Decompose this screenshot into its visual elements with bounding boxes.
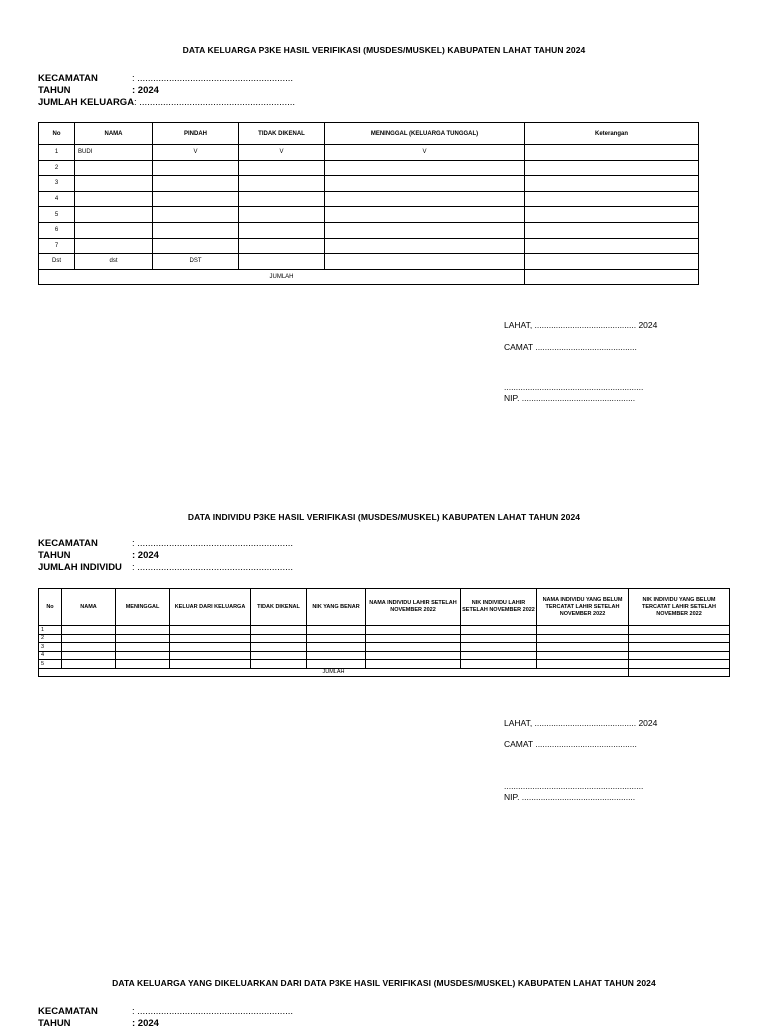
meta-label: JUMLAH KELUARGA xyxy=(38,97,135,108)
cell-no: 7 xyxy=(39,238,75,254)
cell xyxy=(170,643,251,652)
cell-nama xyxy=(75,160,153,176)
cell xyxy=(62,626,116,635)
header-keterangan: Keterangan xyxy=(525,123,699,145)
section1-title: DATA KELUARGA P3KE HASIL VERIFIKASI (MUSDES/MUSKEL) KABUPATEN LAHAT TAHUN 2024 xyxy=(182,45,586,55)
cell xyxy=(307,634,366,643)
header-no: No xyxy=(39,123,75,145)
cell xyxy=(629,634,730,643)
header-meninggal: MENINGGAL (KELUARGA TUNGGAL) xyxy=(325,123,525,145)
cell-no: 1 xyxy=(39,145,75,161)
cell-pindah xyxy=(153,207,239,223)
cell-tidak-dikenal xyxy=(239,207,325,223)
sign-place-date: LAHAT, ........................................... 2024 xyxy=(504,320,658,330)
cell xyxy=(251,660,307,669)
cell-meninggal xyxy=(325,160,525,176)
cell-pindah xyxy=(153,222,239,238)
cell xyxy=(62,660,116,669)
cell xyxy=(629,643,730,652)
sign-camat: CAMAT ........................................... xyxy=(504,342,637,352)
cell-meninggal xyxy=(325,254,525,270)
cell xyxy=(461,651,537,660)
cell-pindah xyxy=(153,160,239,176)
table-row xyxy=(39,238,699,254)
individual-table xyxy=(38,588,730,677)
cell xyxy=(116,651,170,660)
sign-place-date: LAHAT, ........................................... 2024 xyxy=(504,718,658,728)
header-nama-belum-tercatat: NAMA INDIVIDU YANG BELUM TERCATAT LAHIR SETELAH NOVEMBER 2022 xyxy=(537,589,629,626)
header-meninggal: MENINGGAL xyxy=(116,589,170,626)
cell xyxy=(62,651,116,660)
table-row xyxy=(39,222,699,238)
cell-no: 6 xyxy=(39,222,75,238)
cell xyxy=(366,626,461,635)
cell-keterangan xyxy=(525,160,699,176)
cell-nama xyxy=(75,176,153,192)
cell-pindah xyxy=(153,191,239,207)
section3-title: DATA KELUARGA YANG DIKELUARKAN DARI DATA P3KE HASIL VERIFIKASI (MUSDES/MUSKEL) KABUPATEN LAHAT TAHUN 2024 xyxy=(112,978,656,988)
cell-no: 3 xyxy=(39,176,75,192)
header-tidak-dikenal: TIDAK DIKENAL xyxy=(251,589,307,626)
cell-tidak-dikenal xyxy=(239,191,325,207)
table-row xyxy=(39,145,699,161)
header-nik-lahir: NIK INDIVIDU LAHIR SETELAH NOVEMBER 2022 xyxy=(461,589,537,626)
meta-label: KECAMATAN xyxy=(38,73,98,84)
meta-value: : ........................................................... xyxy=(132,73,294,84)
cell-nama xyxy=(75,207,153,223)
meta-label: TAHUN xyxy=(38,85,71,96)
family-table xyxy=(38,122,699,285)
cell xyxy=(170,660,251,669)
header-nik-belum-tercatat: NIK INDIVIDU YANG BELUM TERCATAT LAHIR SETELAH NOVEMBER 2022 xyxy=(629,589,730,626)
cell-no: 4 xyxy=(39,651,62,660)
header-nama: NAMA xyxy=(62,589,116,626)
cell-no: 4 xyxy=(39,191,75,207)
table-row xyxy=(39,660,730,669)
cell xyxy=(62,634,116,643)
table-row xyxy=(39,651,730,660)
table-row xyxy=(39,626,730,635)
header-keluar-dari-keluarga: KELUAR DARI KELUARGA xyxy=(170,589,251,626)
cell-nama: dst xyxy=(75,254,153,270)
cell-meninggal xyxy=(325,207,525,223)
cell-pindah xyxy=(153,176,239,192)
cell-no: 5 xyxy=(39,207,75,223)
cell xyxy=(251,651,307,660)
sign-name-line: ........................................................... xyxy=(504,781,644,791)
header-tidak-dikenal: TIDAK DIKENAL xyxy=(239,123,325,145)
cell xyxy=(116,626,170,635)
cell-no: 3 xyxy=(39,643,62,652)
cell-nama xyxy=(75,238,153,254)
cell xyxy=(116,660,170,669)
cell xyxy=(62,643,116,652)
cell-tidak-dikenal xyxy=(239,238,325,254)
header-no: No xyxy=(39,589,62,626)
cell-pindah: V xyxy=(153,145,239,161)
cell-tidak-dikenal xyxy=(239,222,325,238)
table-row xyxy=(39,191,699,207)
total-value xyxy=(525,269,699,285)
meta-label: KECAMATAN xyxy=(38,1006,98,1017)
header-nama-lahir: NAMA INDIVIDU LAHIR SETELAH NOVEMBER 2022 xyxy=(366,589,461,626)
cell xyxy=(537,660,629,669)
total-label: JUMLAH xyxy=(39,269,525,285)
cell xyxy=(629,651,730,660)
cell xyxy=(307,643,366,652)
meta-value: : ........................................................... xyxy=(132,538,294,549)
cell-keterangan xyxy=(525,222,699,238)
cell xyxy=(366,660,461,669)
cell xyxy=(116,634,170,643)
cell-pindah: DST xyxy=(153,254,239,270)
cell xyxy=(251,634,307,643)
cell-meninggal xyxy=(325,176,525,192)
table-total-row xyxy=(39,269,699,285)
meta-label: KECAMATAN xyxy=(38,538,98,549)
total-label: JUMLAH xyxy=(39,668,629,677)
cell xyxy=(537,643,629,652)
cell xyxy=(629,660,730,669)
meta-value: : 2024 xyxy=(132,1018,159,1029)
cell-nama xyxy=(75,222,153,238)
cell xyxy=(461,634,537,643)
cell-keterangan xyxy=(525,254,699,270)
cell-meninggal xyxy=(325,222,525,238)
cell-no: 5 xyxy=(39,660,62,669)
meta-label: TAHUN xyxy=(38,550,71,561)
meta-label: TAHUN xyxy=(38,1018,71,1029)
cell xyxy=(307,626,366,635)
cell-keterangan xyxy=(525,238,699,254)
cell-no: 2 xyxy=(39,160,75,176)
sign-camat: CAMAT ........................................... xyxy=(504,739,637,749)
cell xyxy=(537,651,629,660)
cell-keterangan xyxy=(525,176,699,192)
cell xyxy=(251,626,307,635)
cell xyxy=(170,626,251,635)
header-nik-yang-benar: NIK YANG BENAR xyxy=(307,589,366,626)
sign-nip: NIP. ................................................ xyxy=(504,393,636,403)
cell-keterangan xyxy=(525,145,699,161)
meta-value: : ........................................................... xyxy=(134,97,296,108)
table-row xyxy=(39,207,699,223)
cell-no: 1 xyxy=(39,626,62,635)
cell-keterangan xyxy=(525,191,699,207)
cell xyxy=(170,651,251,660)
table-row xyxy=(39,643,730,652)
cell-meninggal: V xyxy=(325,145,525,161)
cell-keterangan xyxy=(525,207,699,223)
table-header-row xyxy=(39,589,730,626)
table-header-row xyxy=(39,123,699,145)
cell-tidak-dikenal: V xyxy=(239,145,325,161)
cell xyxy=(366,634,461,643)
cell xyxy=(366,643,461,652)
cell xyxy=(170,634,251,643)
meta-value: : 2024 xyxy=(132,85,159,96)
sign-nip: NIP. ................................................ xyxy=(504,792,636,802)
meta-value: : ........................................................... xyxy=(132,562,294,573)
cell-meninggal xyxy=(325,238,525,254)
cell xyxy=(307,651,366,660)
section2-title: DATA INDIVIDU P3KE HASIL VERIFIKASI (MUSDES/MUSKEL) KABUPATEN LAHAT TAHUN 2024 xyxy=(187,512,581,522)
cell-tidak-dikenal xyxy=(239,160,325,176)
cell-tidak-dikenal xyxy=(239,254,325,270)
cell xyxy=(629,626,730,635)
cell xyxy=(461,626,537,635)
cell xyxy=(366,651,461,660)
cell-tidak-dikenal xyxy=(239,176,325,192)
header-nama: NAMA xyxy=(75,123,153,145)
meta-label: JUMLAH INDIVIDU xyxy=(38,562,122,573)
table-row xyxy=(39,160,699,176)
cell-no: 2 xyxy=(39,634,62,643)
cell-no: Dst xyxy=(39,254,75,270)
table-row xyxy=(39,176,699,192)
cell xyxy=(537,626,629,635)
cell xyxy=(461,660,537,669)
table-row xyxy=(39,634,730,643)
meta-value: : ........................................................... xyxy=(132,1006,294,1017)
meta-value: : 2024 xyxy=(132,550,159,561)
table-row xyxy=(39,254,699,270)
cell xyxy=(251,643,307,652)
header-pindah: PINDAH xyxy=(153,123,239,145)
cell-nama xyxy=(75,191,153,207)
sign-name-line: ........................................................... xyxy=(504,382,644,392)
table-total-row xyxy=(39,668,730,677)
total-value xyxy=(629,668,730,677)
cell xyxy=(537,634,629,643)
cell-meninggal xyxy=(325,191,525,207)
cell-pindah xyxy=(153,238,239,254)
cell-nama: BUDI xyxy=(75,145,153,161)
cell xyxy=(461,643,537,652)
cell xyxy=(307,660,366,669)
cell xyxy=(116,643,170,652)
